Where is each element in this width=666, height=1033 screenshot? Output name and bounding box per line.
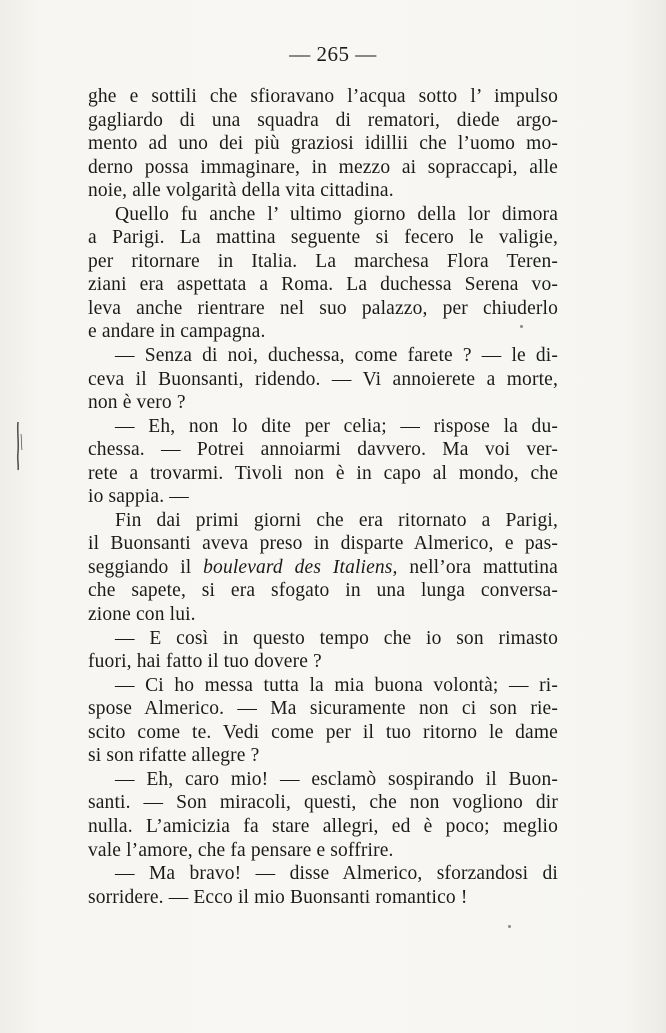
paragraph <box>88 862 558 909</box>
text-line: — Senza di noi, duchessa, come farete ? — le di- <box>115 345 558 367</box>
text-line: santi. — Son miracoli, questi, che non vogliono dir <box>88 792 558 814</box>
text-line: ziani era aspettata a Roma. La duchessa Serena vo- <box>88 274 558 296</box>
text-line: e andare in campagna. <box>88 321 266 343</box>
text-line: zione con lui. <box>88 604 196 626</box>
text-line: ghe e sottili che sfioravano l’acqua sotto l’ impulso <box>88 86 558 107</box>
text-line: io sappia. — <box>88 486 189 508</box>
text-line: noie, alle volgarità della vita cittadina. <box>88 180 394 202</box>
text-line: — Ci ho messa tutta la mia buona volontà; — ri- <box>115 674 558 696</box>
paragraph <box>88 85 558 203</box>
paragraph <box>88 344 558 415</box>
scan-speck <box>520 325 523 328</box>
text-line: si son rifatte allegre ? <box>88 745 260 767</box>
italic-place-name: boulevard des Italiens, <box>203 556 398 578</box>
paragraph <box>88 415 558 509</box>
text-line: chessa. — Potrei annoiarmi davvero. Ma voi ver- <box>88 439 558 461</box>
scan-speck <box>508 925 511 928</box>
text-line: Fin dai primi giorni che era ritornato a Parigi, <box>115 509 558 531</box>
paragraph <box>88 627 558 674</box>
text-line: vale l’amore, che fa pensare e soffrire. <box>88 839 394 861</box>
text-line: rete a trovarmi. Tivoli non è in capo al mondo, che <box>88 462 558 484</box>
text-line <box>88 556 558 580</box>
text-line: fuori, hai fatto il tuo dovere ? <box>88 651 322 673</box>
text-line: mento ad uno dei più graziosi idillii che l’uomo mo- <box>88 133 558 155</box>
text-line: scito come te. Vedi come per il tuo ritorno le dame <box>88 721 558 743</box>
text-line: leva anche rientrare nel suo palazzo, per chiuderlo <box>88 297 558 319</box>
text-line: che sapete, si era sfogato in una lunga conversa- <box>88 580 558 602</box>
body-text <box>88 85 558 909</box>
text-line: sorridere. — Ecco il mio Buonsanti romantico ! <box>88 886 468 908</box>
paragraph <box>88 509 558 627</box>
text-fragment: seggiando il <box>88 556 204 578</box>
paragraph <box>88 674 558 768</box>
paragraph <box>88 203 558 344</box>
paragraph <box>88 768 558 862</box>
text-line: ceva il Buonsanti, ridendo. — Vi annoierete a morte, <box>88 368 558 390</box>
text-line: nulla. L’amicizia fa stare allegri, ed è poco; meglio <box>88 815 558 837</box>
page-number: — 265 — <box>289 42 377 66</box>
text-line: — Eh, caro mio! — esclamò sospirando il Buon- <box>115 768 558 790</box>
text-line: non è vero ? <box>88 392 186 414</box>
text-fragment: nell’ora mattutina <box>397 556 558 578</box>
margin-scan-mark <box>12 420 26 472</box>
text-line: — Eh, non lo dite per celia; — rispose la du- <box>115 415 558 437</box>
text-line: il Buonsanti aveva preso in disparte Almerico, e pas- <box>88 533 558 555</box>
text-line: — Ma bravo! — disse Almerico, sforzandosi di <box>115 863 558 885</box>
text-line: — E così in questo tempo che io son rimasto <box>115 627 558 649</box>
text-line: per ritornare in Italia. La marchesa Flora Teren- <box>88 250 558 272</box>
text-line: derno possa immaginare, in mezzo ai sopraccapi, alle <box>88 156 558 178</box>
text-line: spose Almerico. — Ma sicuramente non ci son rie- <box>88 698 558 720</box>
text-line: gagliardo di una squadra di rematori, diede argo- <box>88 109 558 131</box>
text-line: Quello fu anche l’ ultimo giorno della lor dimora <box>115 203 558 225</box>
text-line: a Parigi. La mattina seguente si fecero le valigie, <box>88 227 558 249</box>
